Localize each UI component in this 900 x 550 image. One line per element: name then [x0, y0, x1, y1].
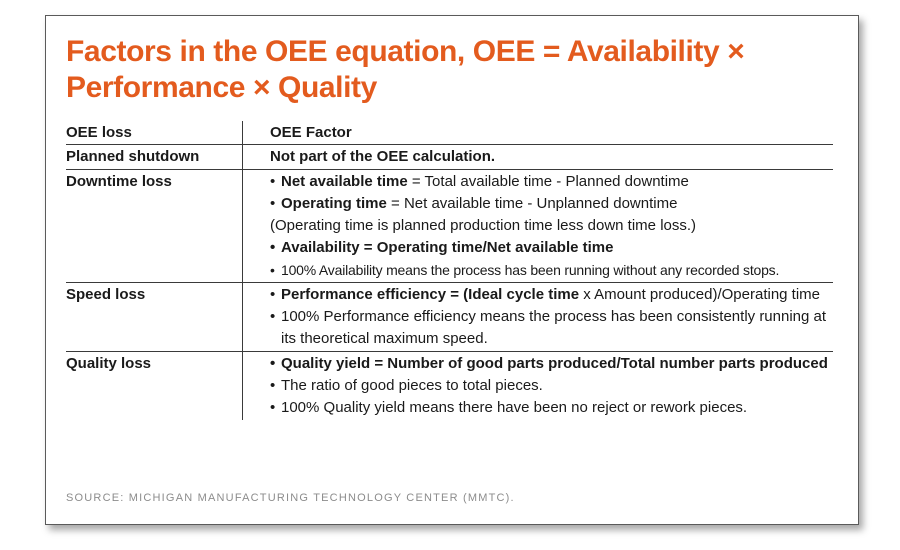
loss-cell: Planned shutdown — [66, 145, 243, 169]
table-row-speed-loss — [66, 283, 833, 352]
table-title: Factors in the OEE equation, OEE = Availability × Performance × Quality — [66, 35, 745, 104]
loss-cell: Downtime loss — [66, 170, 243, 282]
table-row-downtime-loss — [66, 170, 833, 283]
header-oee-factor: OEE Factor — [270, 124, 352, 141]
performance-note: • 100% Performance efficiency means the process has been consistently running at its theoretical maximum speed. — [270, 306, 833, 350]
list-item — [270, 193, 833, 215]
loss-cell: Speed loss — [66, 283, 243, 351]
factor-cell: Not part of the OEE calculation. — [270, 148, 496, 165]
table-header-row — [66, 121, 833, 145]
availability-formula: • Availability = Operating time/Net available time — [270, 237, 833, 259]
factor-cell — [243, 352, 833, 420]
operating-time-note: (Operating time is planned production time less down time loss.) — [270, 217, 697, 234]
availability-note: • 100% Availability means the process has been running without any recorded stops. — [270, 259, 833, 281]
table-row-quality-loss — [66, 352, 833, 420]
oee-table-card — [45, 15, 859, 525]
quality-ratio-note: • The ratio of good pieces to total pieces. — [270, 375, 833, 397]
list-item — [270, 171, 833, 193]
factor-cell — [243, 283, 833, 351]
table-row-planned-shutdown — [66, 145, 833, 170]
list-item — [270, 284, 833, 306]
quality-yield-note: • 100% Quality yield means there have been no reject or rework pieces. — [270, 397, 833, 419]
factor-cell — [243, 170, 833, 282]
performance-formula: Performance efficiency = (Ideal cycle time — [281, 286, 580, 303]
header-oee-loss: OEE loss — [66, 121, 243, 144]
definition: = Net available time - Unplanned downtime — [386, 195, 678, 212]
term-net-available-time: Net available time — [281, 173, 408, 190]
source-note: SOURCE: MICHIGAN MANUFACTURING TECHNOLOGY CENTER (MMTC). — [66, 492, 515, 504]
oee-table — [66, 121, 833, 420]
definition: = Total available time - Planned downtime — [407, 173, 689, 190]
quality-formula: • Quality yield = Number of good parts produced/Total number parts produced — [270, 353, 833, 375]
term-operating-time: Operating time — [281, 195, 387, 212]
formula-rest: x Amount produced)/Operating time — [579, 286, 821, 303]
loss-cell: Quality loss — [66, 352, 243, 420]
